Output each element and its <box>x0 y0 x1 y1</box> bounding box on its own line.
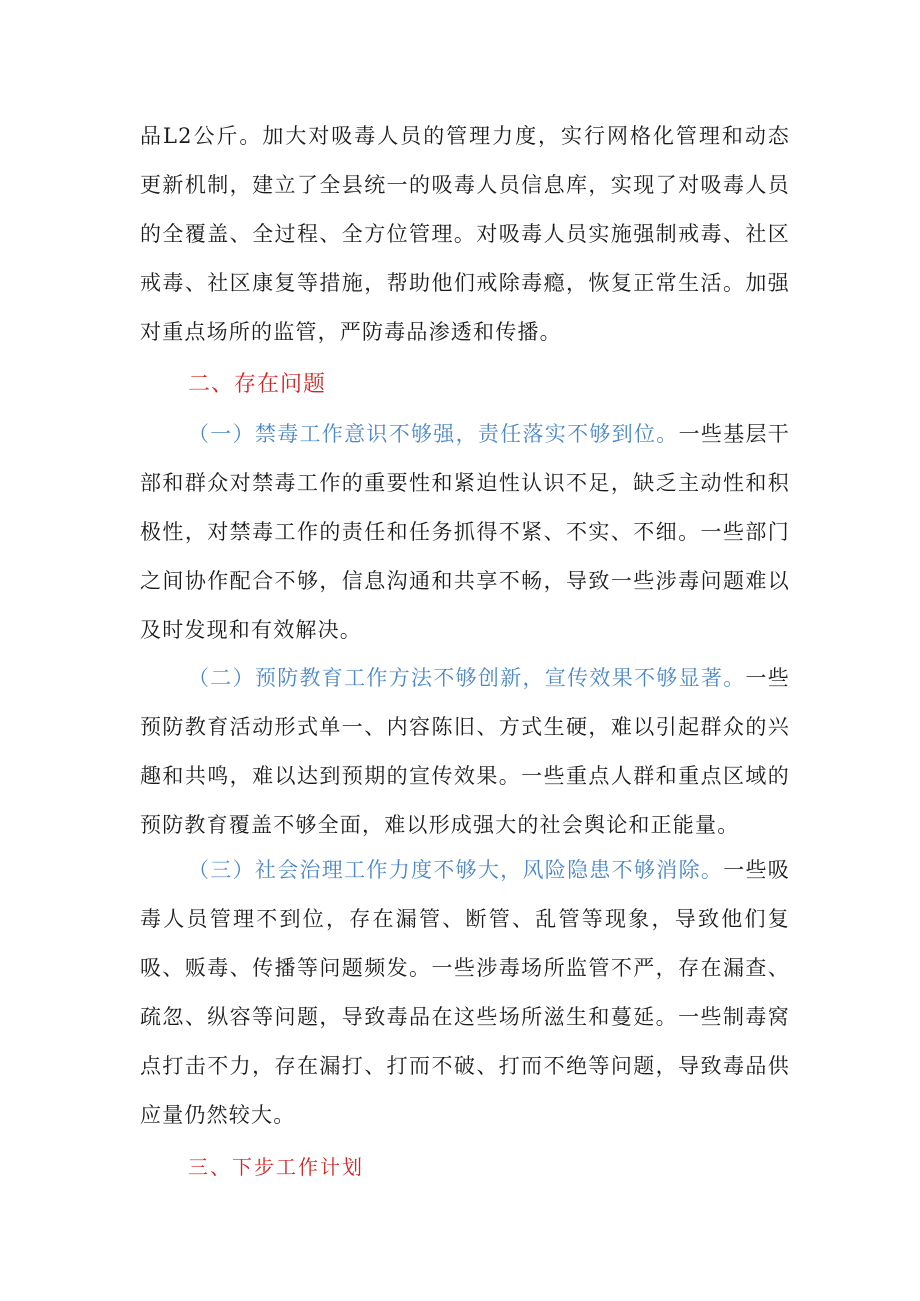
section-heading-next-steps: 三、下步工作计划 <box>188 1155 364 1179</box>
intro-paragraph: 品L2公斤。加大对吸毒人员的管理力度，实行网格化管理和动态更新机制，建立了全县统一的吸毒人员信息库，实现了对吸毒人员的全覆盖、全过程、全方位管理。对吸毒人员实施强制戒毒、社区戒毒、社区康复等措施，帮助他们戒除毒瘾，恢复正常生活。加强对重点场所的监管，严防毒品渗透和传播。 <box>140 124 790 344</box>
problem-item-3 <box>140 846 790 1140</box>
problem-item-2 <box>140 654 790 850</box>
section-heading-problems: 二、存在问题 <box>188 372 327 397</box>
problem-item-3-heading: （三）社会治理工作力度不够大，风险隐患不够消除。 <box>188 858 724 882</box>
problem-item-1 <box>140 410 790 655</box>
problem-item-1-heading: （一）禁毒工作意识不够强，责任落实不够到位。 <box>188 422 679 446</box>
problem-item-2-body: 一些预防教育活动形式单一、内容陈旧、方式生硬，难以引起群众的兴趣和共鸣，难以达到预期的宣传效果。一些重点人群和重点区域的预防教育覆盖不够全面，难以形成强大的社会舆论和正能量。 <box>140 666 790 837</box>
problem-item-2-heading: （二）预防教育工作方法不够创新，宣传效果不够显著。 <box>188 666 746 690</box>
problem-item-3-body: 一些吸毒人员管理不到位，存在漏管、断管、乱管等现象，导致他们复吸、贩毒、传播等问题频发。一些涉毒场所监管不严，存在漏查、疏忽、纵容等问题，导致毒品在这些场所滋生和蔓延。一些制毒窝点打击不力，存在漏打、打而不破、打而不绝等问题，导致毒品供应量仍然较大。 <box>140 858 790 1127</box>
problem-item-1-body: 一些基层干部和群众对禁毒工作的重要性和紧迫性认识不足，缺乏主动性和积极性，对禁毒工作的责任和任务抓得不紧、不实、不细。一些部门之间协作配合不够，信息沟通和共享不畅，导致一些涉毒问题难以及时发现和有效解决。 <box>140 422 790 642</box>
